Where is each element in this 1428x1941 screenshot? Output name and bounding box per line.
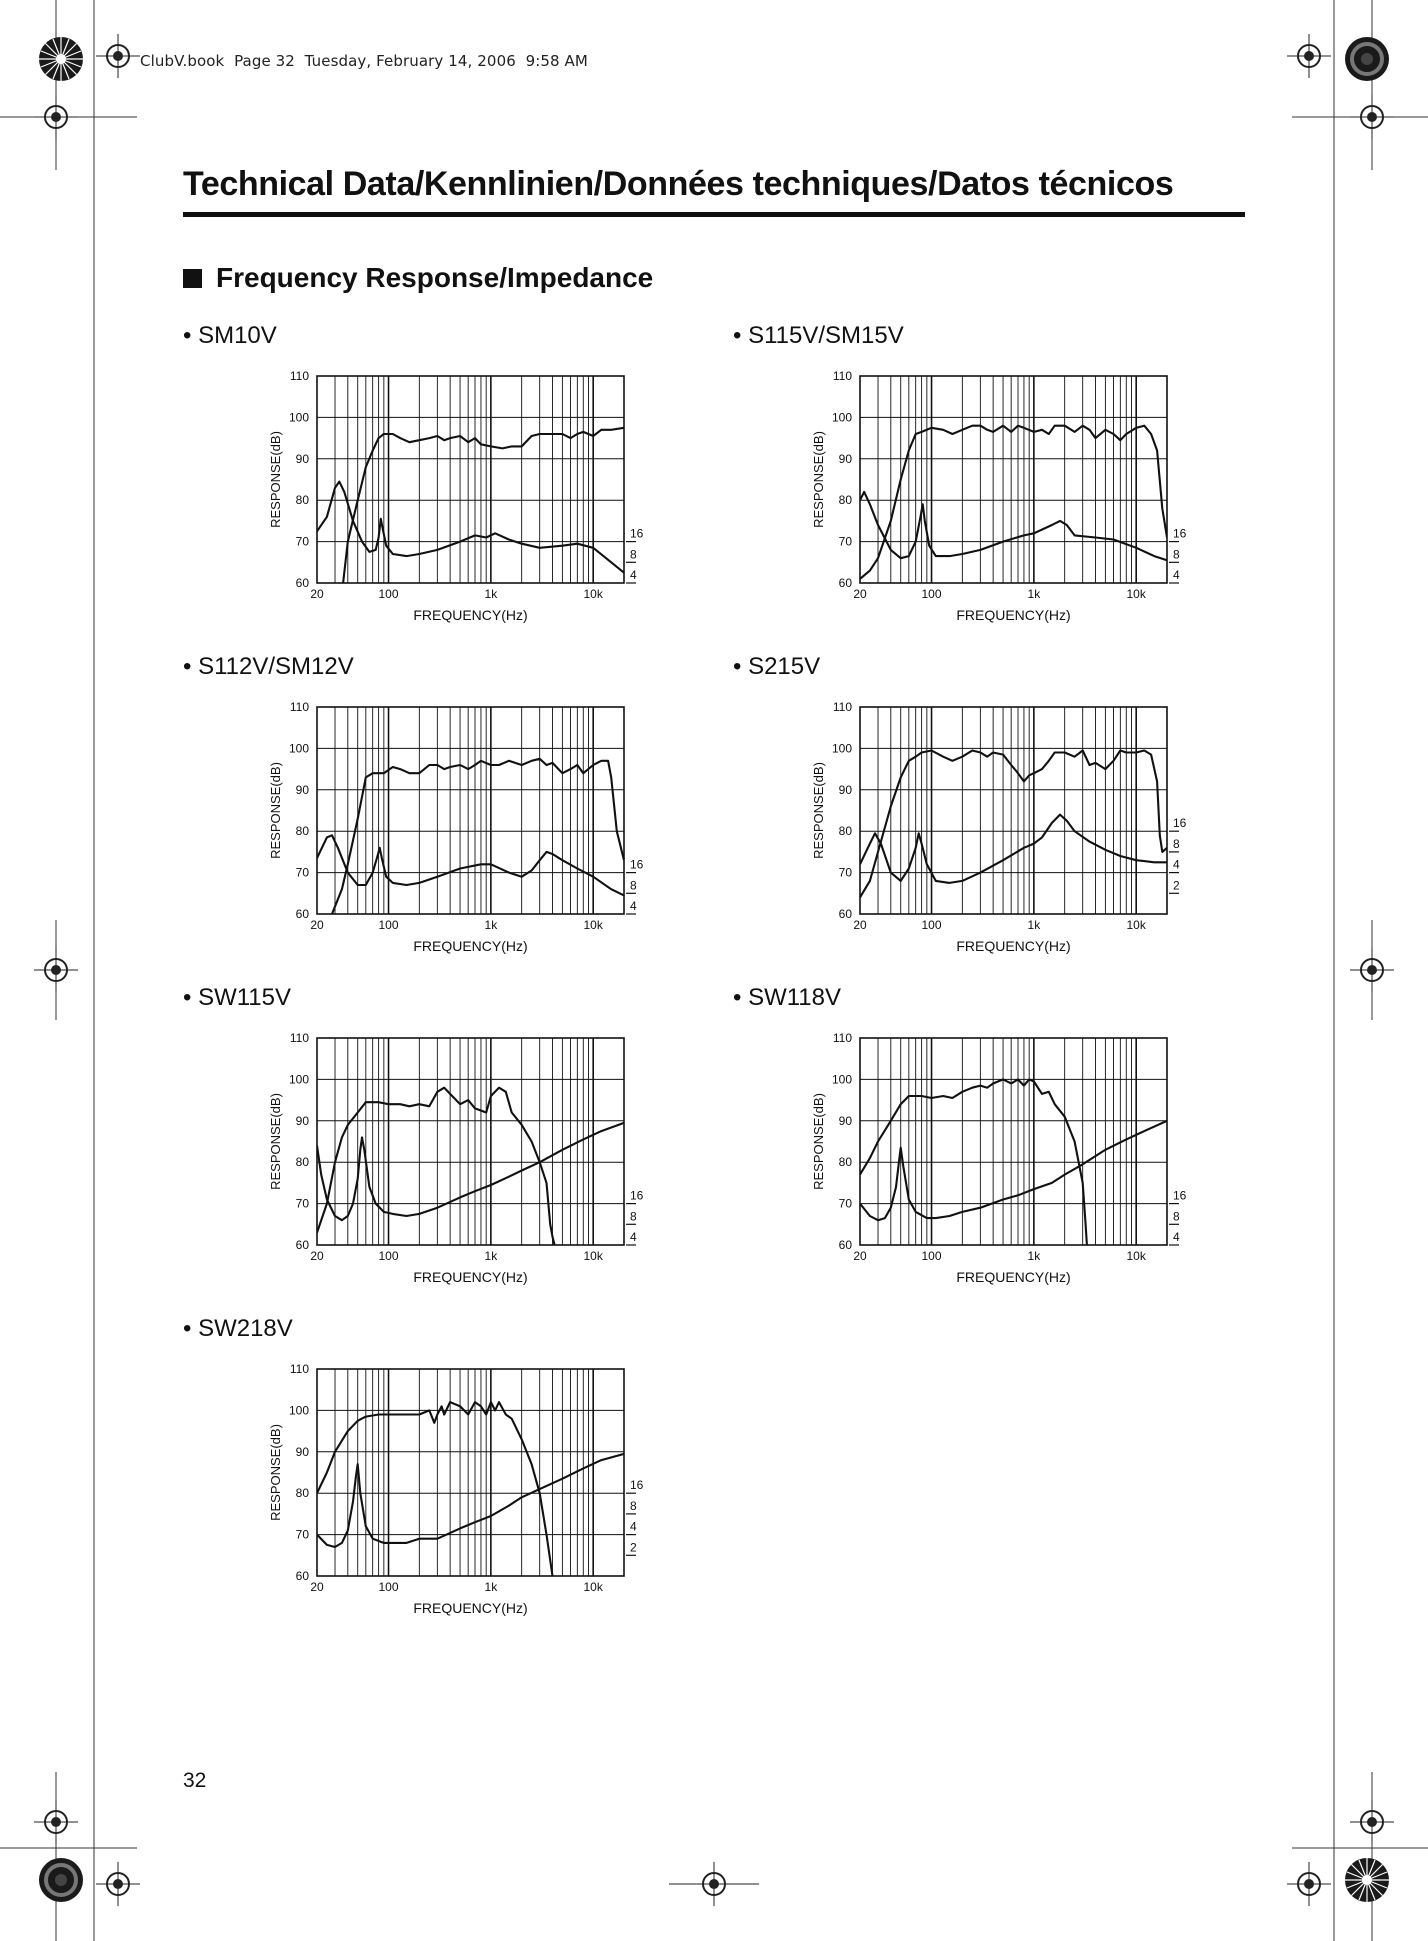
x-tick-label: 100	[921, 918, 942, 932]
y-tick-label: 100	[831, 1072, 852, 1087]
x-axis-label: FREQUENCY(Hz)	[956, 607, 1071, 623]
impedance-tick-label: 16	[630, 857, 644, 872]
impedance-tick-label: 8	[1173, 836, 1180, 851]
chart-grid	[860, 376, 1167, 583]
y-tick-label: 100	[288, 741, 309, 756]
x-tick-label: 10k	[583, 1580, 603, 1594]
y-tick-label: 70	[295, 534, 309, 549]
impedance-tick-label: 8	[630, 547, 637, 562]
x-tick-label: 100	[921, 587, 942, 601]
impedance-tick-label: 8	[630, 1498, 637, 1513]
square-bullet-icon	[183, 269, 202, 288]
x-tick-label: 100	[378, 1580, 399, 1594]
y-tick-label: 100	[288, 1072, 309, 1087]
frequency-response-chart	[237, 364, 664, 643]
frequency-response-chart	[780, 695, 1207, 974]
impedance-tick-label: 8	[1173, 547, 1180, 562]
y-axis-label: RESPONSE(dB)	[811, 431, 826, 528]
plot-frame	[860, 707, 1167, 914]
series-line-frequency-response	[332, 759, 624, 914]
x-tick-label: 20	[310, 1249, 324, 1263]
y-tick-label: 80	[838, 824, 852, 839]
y-axis-label: RESPONSE(dB)	[811, 762, 826, 859]
y-tick-label: 70	[295, 1527, 309, 1542]
y-tick-label: 110	[289, 1031, 309, 1045]
impedance-tick-label: 8	[1173, 1209, 1180, 1224]
y-tick-label: 80	[295, 1155, 309, 1170]
y-axis-label: RESPONSE(dB)	[268, 1093, 283, 1190]
page-number: 32	[183, 1769, 207, 1792]
series-line-impedance	[317, 1454, 624, 1547]
impedance-tick-label: 4	[630, 1519, 637, 1534]
x-axis-label: FREQUENCY(Hz)	[956, 938, 1071, 954]
series-line-frequency-response	[860, 751, 1167, 898]
y-tick-label: 60	[295, 907, 309, 921]
y-tick-label: 90	[838, 451, 852, 466]
y-tick-label: 80	[295, 824, 309, 839]
x-tick-label: 10k	[1126, 587, 1146, 601]
x-tick-label: 10k	[1126, 918, 1146, 932]
y-axis-label: RESPONSE(dB)	[811, 1093, 826, 1190]
x-tick-label: 1k	[1027, 1249, 1041, 1263]
x-tick-label: 20	[853, 587, 867, 601]
series-line-frequency-response	[343, 428, 624, 583]
y-tick-label: 110	[289, 700, 309, 714]
plot-frame	[860, 376, 1167, 583]
y-tick-label: 60	[295, 1238, 309, 1252]
section-title-text: Frequency Response/Impedance	[216, 262, 654, 293]
plot-frame	[317, 707, 624, 914]
y-tick-label: 70	[295, 865, 309, 880]
x-tick-label: 20	[853, 918, 867, 932]
y-tick-label: 90	[295, 1444, 309, 1459]
x-tick-label: 10k	[583, 587, 603, 601]
x-tick-label: 20	[310, 918, 324, 932]
y-tick-label: 60	[838, 1238, 852, 1252]
x-tick-label: 1k	[1027, 918, 1041, 932]
x-tick-label: 1k	[1027, 587, 1041, 601]
x-tick-label: 100	[378, 1249, 399, 1263]
section-title	[183, 262, 653, 294]
y-tick-label: 70	[838, 865, 852, 880]
impedance-tick-label: 2	[1173, 878, 1180, 893]
chart-title: • S112V/SM12V	[183, 653, 354, 680]
chart-grid	[317, 1369, 624, 1576]
frequency-response-chart	[780, 1026, 1207, 1305]
y-tick-label: 60	[295, 576, 309, 590]
y-tick-label: 110	[289, 369, 309, 383]
x-tick-label: 10k	[583, 1249, 603, 1263]
impedance-tick-label: 2	[630, 1540, 637, 1555]
impedance-tick-label: 4	[630, 1230, 637, 1244]
x-axis-label: FREQUENCY(Hz)	[413, 1600, 528, 1616]
series-line-impedance	[317, 1123, 624, 1220]
impedance-tick-label: 16	[1173, 526, 1187, 541]
y-axis-label: RESPONSE(dB)	[268, 1424, 283, 1521]
chart-title: • S115V/SM15V	[733, 322, 904, 349]
y-tick-label: 90	[295, 782, 309, 797]
y-tick-label: 60	[838, 907, 852, 921]
chart-title: • SW218V	[183, 1315, 293, 1342]
y-tick-label: 80	[295, 1486, 309, 1501]
y-tick-label: 100	[831, 410, 852, 425]
impedance-tick-label: 16	[630, 526, 644, 541]
y-tick-label: 100	[288, 410, 309, 425]
x-tick-label: 100	[378, 918, 399, 932]
series-line-frequency-response	[317, 1402, 553, 1576]
x-tick-label: 1k	[484, 587, 498, 601]
y-axis-label: RESPONSE(dB)	[268, 431, 283, 528]
y-tick-label: 80	[838, 493, 852, 508]
y-tick-label: 100	[288, 1403, 309, 1418]
series-line-impedance	[317, 835, 624, 895]
impedance-tick-label: 4	[630, 568, 637, 582]
frequency-response-chart	[237, 1026, 664, 1305]
x-tick-label: 1k	[484, 918, 498, 932]
y-tick-label: 90	[838, 782, 852, 797]
series-line-frequency-response	[317, 1088, 555, 1245]
y-tick-label: 70	[838, 534, 852, 549]
impedance-tick-label: 16	[1173, 816, 1187, 831]
y-tick-label: 100	[831, 741, 852, 756]
y-tick-label: 80	[295, 493, 309, 508]
y-tick-label: 110	[289, 1362, 309, 1376]
y-tick-label: 60	[295, 1569, 309, 1583]
plot-frame	[317, 1369, 624, 1576]
x-tick-label: 100	[921, 1249, 942, 1263]
impedance-tick-label: 8	[630, 1209, 637, 1224]
chart-title: • S215V	[733, 653, 821, 680]
y-tick-label: 90	[838, 1113, 852, 1128]
y-tick-label: 110	[832, 1031, 852, 1045]
x-tick-label: 20	[853, 1249, 867, 1263]
title-rule	[183, 212, 1245, 217]
x-tick-label: 1k	[484, 1249, 498, 1263]
impedance-tick-label: 4	[1173, 568, 1180, 582]
chart-title: • SW118V	[733, 984, 841, 1011]
chart-grid	[317, 707, 624, 914]
frequency-response-chart	[780, 364, 1207, 643]
x-axis-label: FREQUENCY(Hz)	[413, 607, 528, 623]
y-tick-label: 60	[838, 576, 852, 590]
impedance-tick-label: 4	[1173, 1230, 1180, 1244]
frequency-response-chart	[237, 1357, 664, 1636]
series-line-impedance	[860, 1121, 1167, 1220]
print-header: ClubV.book Page 32 Tuesday, February 14, 2006 9:58 AM	[140, 52, 588, 70]
x-tick-label: 20	[310, 587, 324, 601]
series-line-impedance	[317, 482, 624, 573]
chart-title: • SW115V	[183, 984, 291, 1011]
impedance-tick-label: 4	[1173, 857, 1180, 872]
x-tick-label: 100	[378, 587, 399, 601]
series-line-impedance	[860, 492, 1167, 560]
impedance-tick-label: 4	[630, 899, 637, 913]
chart-grid	[860, 707, 1167, 914]
impedance-tick-label: 8	[630, 878, 637, 893]
x-axis-label: FREQUENCY(Hz)	[413, 1269, 528, 1285]
x-tick-label: 10k	[1126, 1249, 1146, 1263]
frequency-response-chart	[237, 695, 664, 974]
y-axis-label: RESPONSE(dB)	[268, 762, 283, 859]
y-tick-label: 110	[832, 369, 852, 383]
page-title: Technical Data/Kennlinien/Données techniques/Datos técnicos	[183, 165, 1174, 203]
x-tick-label: 10k	[583, 918, 603, 932]
impedance-tick-label: 16	[630, 1188, 644, 1203]
x-axis-label: FREQUENCY(Hz)	[413, 938, 528, 954]
y-tick-label: 70	[295, 1196, 309, 1211]
chart-title: • SM10V	[183, 322, 277, 349]
impedance-tick-label: 16	[1173, 1188, 1187, 1203]
y-tick-label: 70	[838, 1196, 852, 1211]
impedance-tick-label: 16	[630, 1478, 644, 1493]
x-axis-label: FREQUENCY(Hz)	[956, 1269, 1071, 1285]
y-tick-label: 110	[832, 700, 852, 714]
y-tick-label: 90	[295, 451, 309, 466]
y-tick-label: 80	[838, 1155, 852, 1170]
y-tick-label: 90	[295, 1113, 309, 1128]
x-tick-label: 20	[310, 1580, 324, 1594]
x-tick-label: 1k	[484, 1580, 498, 1594]
